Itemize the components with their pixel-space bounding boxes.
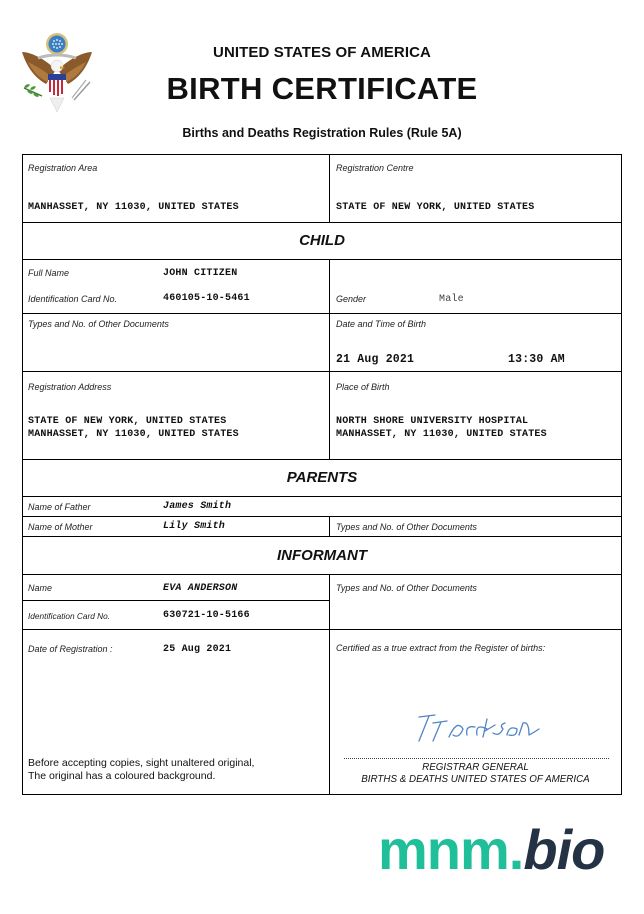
mother-label: Name of Mother [28, 522, 93, 532]
divider [23, 496, 621, 497]
section-title-child: CHILD [299, 232, 345, 249]
certificate-table [22, 154, 622, 795]
registration-date-value: 25 Aug 2021 [163, 644, 232, 655]
mother-value: Lily Smith [163, 521, 226, 532]
child-id-label: Identification Card No. [28, 294, 118, 304]
registrar-line-2: BIRTHS & DEATHS UNITED STATES OF AMERICA [361, 774, 590, 785]
divider [23, 371, 621, 372]
child-reg-address-line2: MANHASSET, NY 11030, UNITED STATES [28, 429, 239, 440]
registration-centre-value: STATE OF NEW YORK, UNITED STATES [336, 202, 535, 213]
divider [23, 536, 621, 537]
divider [23, 629, 621, 630]
father-value: James Smith [163, 501, 232, 512]
registrar-signature-icon [413, 711, 543, 743]
child-dob-date: 21 Aug 2021 [336, 353, 415, 366]
child-other-docs-label: Types and No. of Other Documents [28, 319, 169, 329]
country-heading: UNITED STATES OF AMERICA [213, 44, 431, 61]
informant-other-docs-label: Types and No. of Other Documents [336, 583, 477, 593]
child-full-name-label: Full Name [28, 268, 70, 278]
notice-line-2: The original has a coloured background. [28, 770, 216, 782]
registration-date-label: Date of Registration : [28, 644, 113, 654]
child-full-name-value: JOHN CITIZEN [163, 268, 238, 279]
informant-id-label: Identification Card No. [28, 611, 111, 621]
child-dob-time: 13:30 AM [508, 353, 565, 366]
child-gender-value: Male [439, 294, 464, 305]
divider [23, 313, 621, 314]
watermark-part-1: mnm. [378, 818, 524, 881]
divider [23, 259, 621, 260]
registrar-title [330, 762, 621, 786]
child-place-label: Place of Birth [336, 382, 390, 392]
divider [23, 600, 329, 601]
column-divider [329, 259, 330, 459]
registrar-line-1: REGISTRAR GENERAL [422, 762, 529, 773]
informant-name-label: Name [28, 583, 53, 593]
divider [23, 574, 621, 575]
certified-label: Certified as a true extract from the Register of births: [336, 643, 546, 653]
registration-area-value: MANHASSET, NY 11030, UNITED STATES [28, 202, 239, 213]
child-reg-address-label: Registration Address [28, 382, 112, 392]
informant-name-value: EVA ANDERSON [163, 583, 238, 594]
divider [23, 516, 621, 517]
child-id-value: 460105-10-5461 [163, 293, 250, 304]
section-title-informant: INFORMANT [277, 547, 367, 564]
watermark-logo [378, 818, 604, 882]
informant-id-value: 630721-10-5166 [163, 610, 250, 621]
child-gender-label: Gender [336, 294, 367, 304]
child-reg-address-line1: STATE OF NEW YORK, UNITED STATES [28, 416, 227, 427]
registration-area-label: Registration Area [28, 163, 98, 173]
parents-other-docs-label: Types and No. of Other Documents [336, 522, 477, 532]
child-place-line2: MANHASSET, NY 11030, UNITED STATES [336, 429, 547, 440]
section-title-parents: PARENTS [286, 469, 358, 486]
signature-line [344, 758, 609, 759]
father-label: Name of Father [28, 502, 91, 512]
original-notice [28, 757, 254, 783]
divider [23, 459, 621, 460]
rule-subtitle: Births and Deaths Registration Rules (Rule 5A) [182, 126, 462, 140]
column-divider [329, 516, 330, 536]
child-place-line1: NORTH SHORE UNIVERSITY HOSPITAL [336, 416, 529, 427]
column-divider [329, 155, 330, 222]
child-dob-label: Date and Time of Birth [336, 319, 426, 329]
divider [23, 222, 621, 223]
notice-line-1: Before accepting copies, sight unaltered original, [28, 757, 255, 769]
watermark-part-2: bio [523, 818, 605, 881]
registration-centre-label: Registration Centre [336, 163, 414, 173]
document-title: BIRTH CERTIFICATE [166, 71, 478, 106]
